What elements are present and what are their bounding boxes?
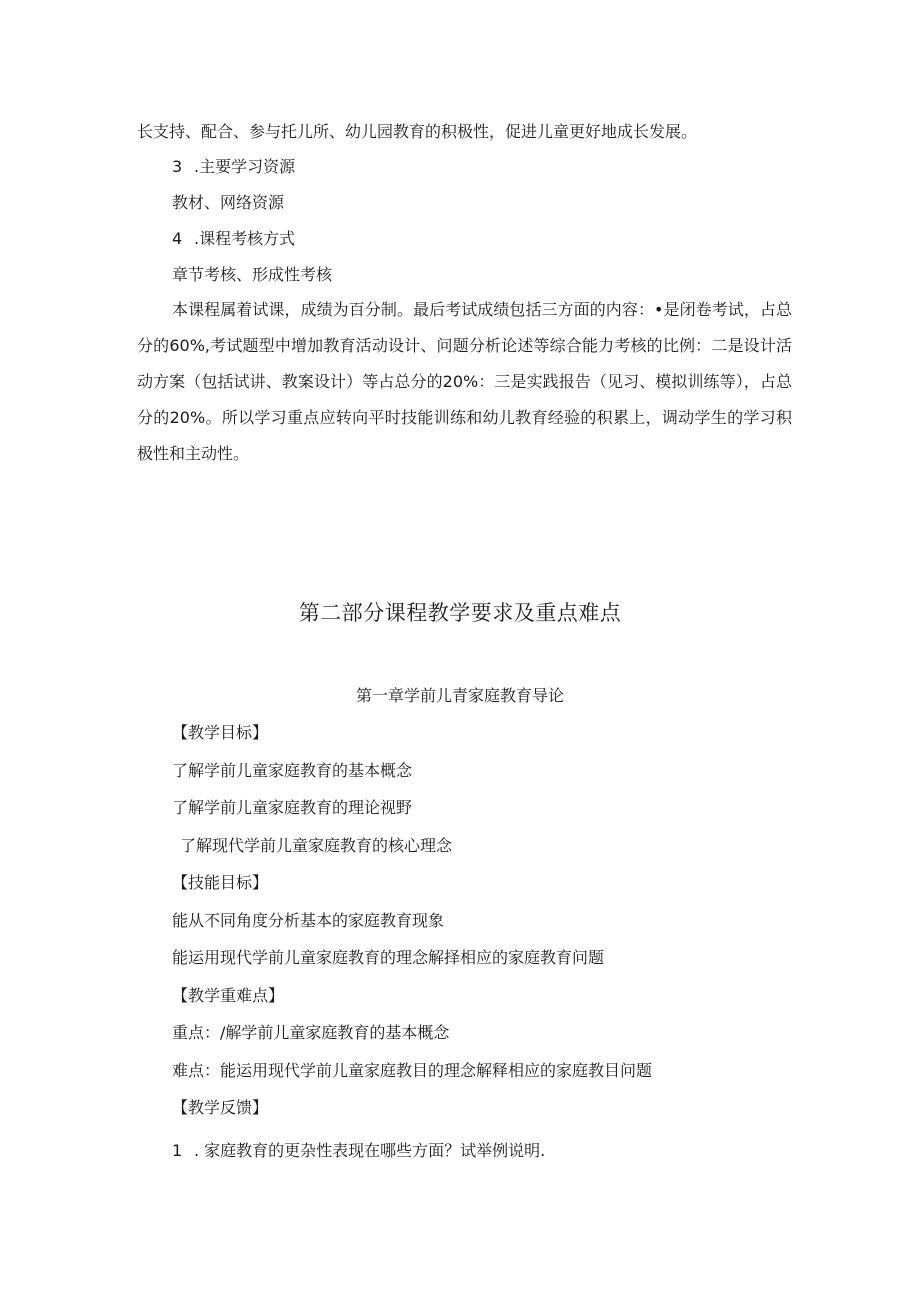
feedback-question-1 xyxy=(172,1141,545,1161)
part-two-heading: 第二部分课程教学要求及重点难点 xyxy=(298,601,622,625)
section-item-3 xyxy=(172,157,295,177)
teaching-goal-item: 了解学前儿童家庭教育的基本概念 xyxy=(172,761,413,780)
teaching-goal-item: 了解学前儿童家庭教育的理论视野 xyxy=(172,798,413,817)
skill-goals-heading: 【技能目标】 xyxy=(172,873,269,892)
section-item-4 xyxy=(172,229,295,249)
teaching-goals-heading: 【教学目标】 xyxy=(172,723,269,742)
question-1-text: . 家庭教育的更杂性表现在哪些方面？试举例说明. xyxy=(194,1141,546,1160)
item-3-label: .主要学习资源 xyxy=(194,157,296,176)
item-4-content: 章节考核、形成性考核 xyxy=(172,265,333,284)
item-3-number: 3 xyxy=(172,157,183,176)
skill-goal-item: 能运用现代学前儿童家庭教育的理念解择相应的家庭教育问题 xyxy=(172,948,605,967)
difficult-point: 难点：能运用现代学前儿童家庭教目的理念解释相应的家庭教目问题 xyxy=(172,1061,653,1080)
teaching-goal-item: 了解现代学前儿童家庭教育的核心理念 xyxy=(180,836,453,855)
item-3-content: 教材、网络资源 xyxy=(172,193,285,212)
skill-goal-item: 能从不同角度分析基本的家庭教育现象 xyxy=(172,911,445,930)
key-point: 重点：/解学前儿童家庭教育的基本概念 xyxy=(172,1023,450,1042)
item-4-label: .课程考核方式 xyxy=(194,229,296,248)
question-1-number: 1 xyxy=(172,1141,183,1160)
feedback-heading: 【教学反馈】 xyxy=(172,1098,269,1117)
item-4-number: 4 xyxy=(172,229,183,248)
continuation-line: 长支持、配合、参与托儿所、幼儿园教育的积极性，促进儿童更好地成长发展。 xyxy=(137,122,698,141)
assessment-paragraph: 本课程属着试课，成绩为百分制。最后考试成绩包括三方面的内容：•是闭卷考试，占总分的60%,考试题型中增加教育活动设计、问题分析论述等综合能力考核的比例：二是设计活动方案（包括试讲、教案设计）等占总分的20%：三是实践报告（见习、模拟训练等），占总分的20%。所以学习重点应转向平时技能训练和幼儿教育经验的积累上，调动学生的学习积极性和主动性。 xyxy=(137,300,792,463)
chapter-one-title: 第一章学前儿青家庭教育导论 xyxy=(355,686,564,705)
key-difficult-heading: 【教学重难点】 xyxy=(172,986,285,1005)
